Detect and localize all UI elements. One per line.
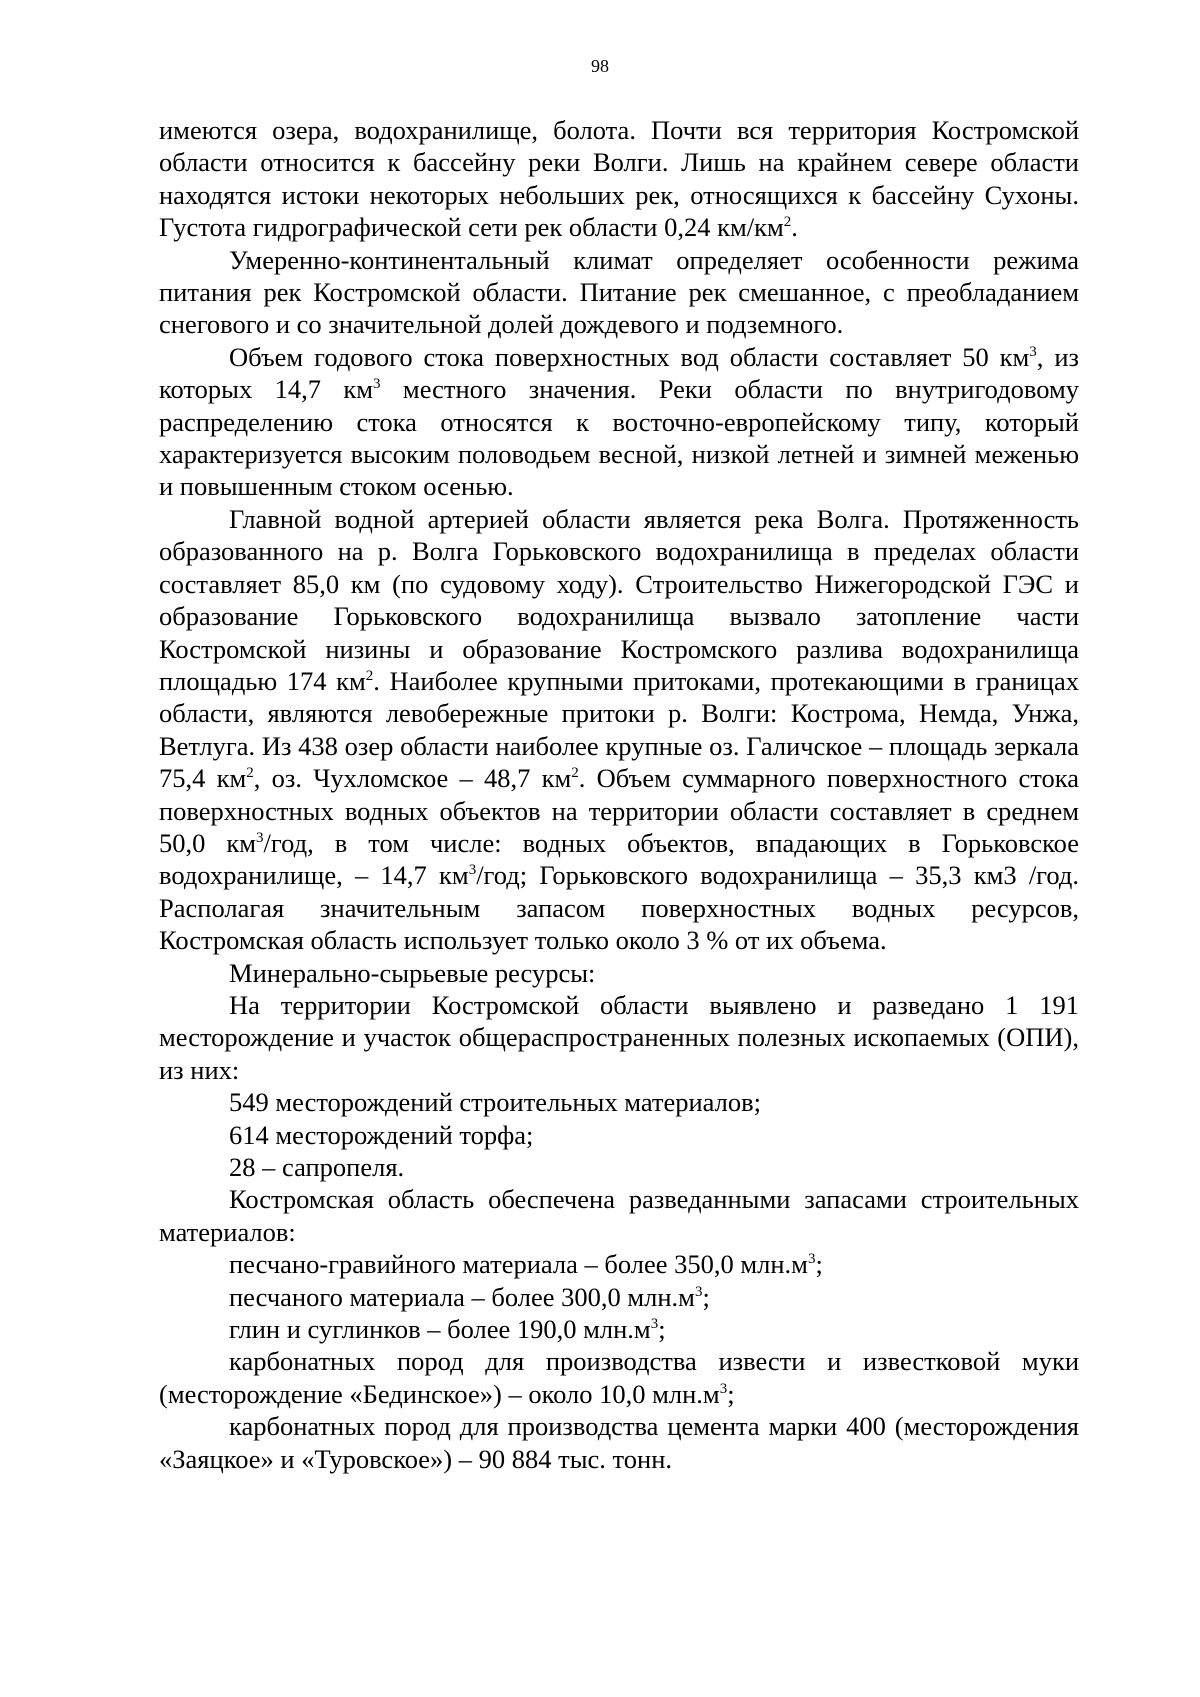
paragraph-text: местного значения. Реки области по внутригодовому распределению стока относятся к восточно-европейскому типу, который характеризуется высоким половодьем весной, низкой летней и зимней меженью и повышенным стоком осенью. (159, 374, 1079, 502)
paragraph-text: имеются озера, водохранилище, болота. Почти вся территория Костромской области относится к бассейну реки Волги. Лишь на крайнем севере области находятся истоки некоторых небольших рек, относящихся к бассейну Сухоны. Густота гидрографической сети рек области 0,24 км/км (159, 115, 1079, 243)
list-item-text: карбонатных пород для производства извести и известковой муки (месторождение «Бединское») – около 10,0 млн.м (159, 1346, 1079, 1409)
list-item-text: песчаного материала – более 300,0 млн.м (229, 1281, 695, 1312)
paragraph-text: . Наиболее крупными притоками, протекающими в границах области, являются левобережные притоки р. Волги: Кострома, Немда, Унжа, Ветлуга. Из 438 озер области наиболее крупные оз. Галичское – площадь зеркала 75,4 км (159, 665, 1079, 794)
superscript: 2 (783, 214, 792, 231)
list-item: карбонатных пород для производства цемента марки 400 (месторождения «Заяцкое» и «Туровское») – 90 884 тыс. тонн. (159, 1411, 1079, 1474)
paragraph-text: . (791, 212, 798, 243)
page-body (159, 114, 1079, 1475)
paragraph-text: , из которых 14,7 км (159, 341, 1079, 405)
list-item-text: ; (815, 1249, 823, 1280)
list-item-text: ; (702, 1281, 710, 1312)
superscript: 3 (694, 1283, 703, 1300)
list-item-text: песчано-гравийного материала – более 350,0 млн.м (229, 1249, 808, 1280)
superscript: 3 (373, 376, 381, 393)
superscript: 3 (468, 862, 477, 879)
paragraph-text: . Объем суммарного поверхностного стока поверхностных водных объектов на территории области составляет в среднем 50,0 км (159, 763, 1080, 858)
list-item-text: ; (727, 1378, 735, 1409)
paragraph-text: Объем годового стока поверхностных вод области составляет 50 км (229, 341, 1030, 372)
superscript: 3 (256, 830, 264, 847)
superscript: 2 (365, 668, 374, 685)
paragraph-mineral-heading: Минерально-сырьевые ресурсы: (229, 957, 596, 988)
list-item (159, 1248, 1079, 1280)
paragraph-text: /год, в том числе: водных объектов, впадающих в Горьковское водохранилище, – 14,7 км (159, 827, 1079, 891)
paragraph-text: /год; Горьковского водохранилища – 35,3 км3 /год. Располагая значительным запасом поверхностных водных ресурсов, Костромская область использует только около 3 % от их объема. (159, 860, 1079, 956)
paragraph-runoff (159, 341, 1079, 503)
list-item: 549 месторождений строительных материалов; (229, 1087, 762, 1118)
list-item-text: глин и суглинков – более 190,0 млн.м (229, 1314, 651, 1345)
paragraph-hydrography (159, 114, 1079, 244)
paragraph-reserves: Костромская область обеспечена разведанными запасами строительных материалов: (159, 1184, 1079, 1247)
list-item: 28 – сапропеля. (229, 1152, 405, 1182)
paragraph-text: , оз. Чухломское – 48,7 км (253, 763, 572, 794)
list-item-text: ; (658, 1314, 666, 1345)
list-item: 614 месторождений торфа; (229, 1119, 534, 1150)
list-item (159, 1313, 1079, 1345)
paragraph-text: Главной водной артерией области является река Волга. Протяженность образованного на р. Волга Горьковского водохранилища в пределах области составляет 85,0 км (по судовому ходу). Строительство Нижегородской ГЭС и образование Горьковского водохранилища вызвало затопление части Костромской низины и образование Костромского разлива водохранилища площадью 174 км (159, 503, 1079, 696)
paragraph-deposits: На территории Костромской области выявлено и разведано 1 191 месторождение и участок общераспространенных полезных ископаемых (ОПИ), из них: (159, 989, 1079, 1085)
superscript: 2 (246, 765, 254, 782)
paragraph-climate: Умеренно-континентальный климат определяет особенности режима питания рек Костромской области. Питание рек смешанное, с преобладанием снегового и со значительной долей дождевого и подземного. (159, 244, 1079, 340)
superscript: 2 (571, 765, 579, 782)
superscript: 3 (719, 1381, 728, 1398)
superscript: 3 (650, 1316, 659, 1333)
paragraph-volga (159, 503, 1079, 957)
list-item (159, 1345, 1079, 1410)
list-item (159, 1281, 1079, 1313)
superscript: 3 (807, 1251, 816, 1268)
superscript: 3 (1029, 344, 1037, 361)
page-number: 98 (591, 56, 609, 76)
